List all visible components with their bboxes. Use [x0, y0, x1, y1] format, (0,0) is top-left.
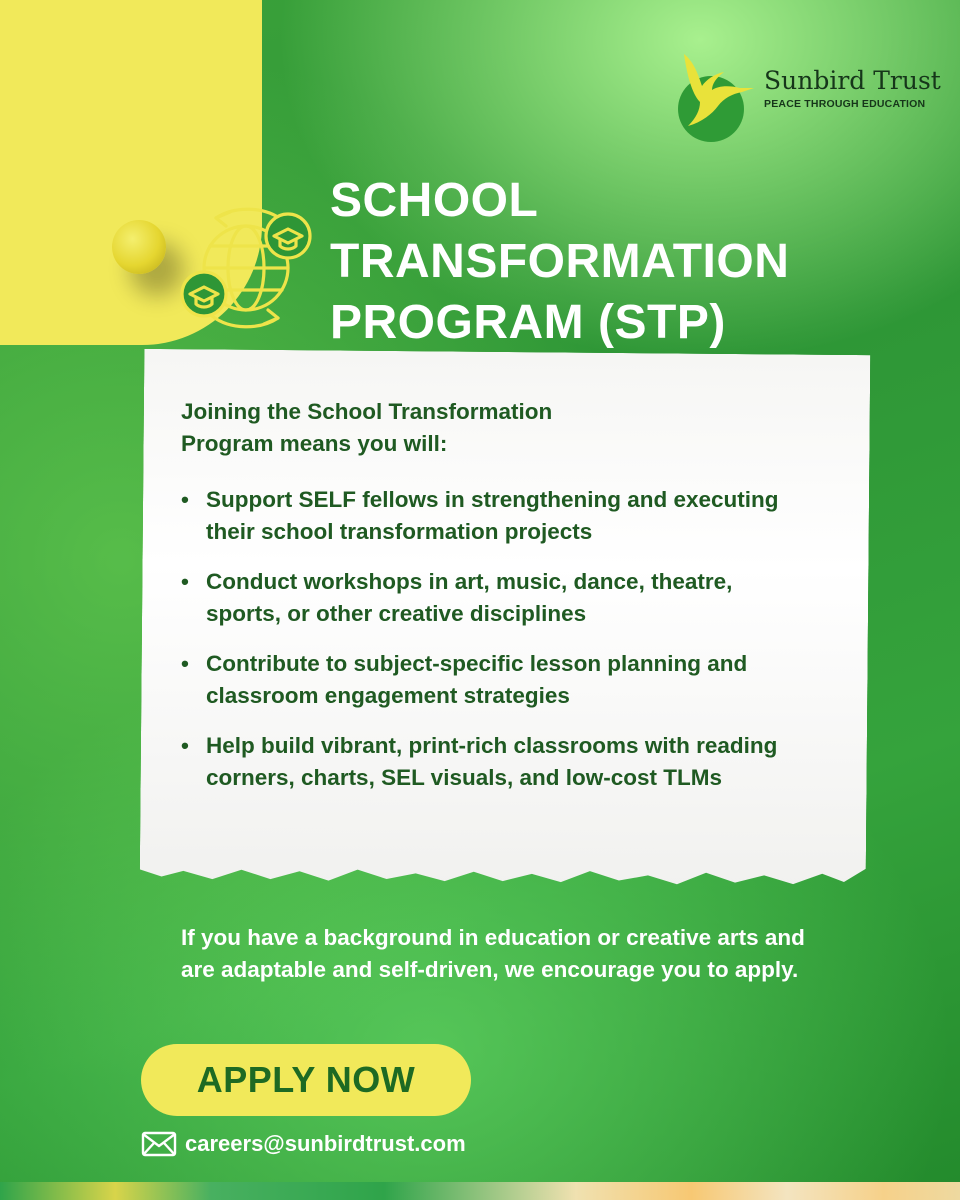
card-content — [181, 396, 821, 812]
bottom-decorative-strip — [0, 1182, 960, 1200]
list-item: • Support SELF fellows in strengthening and executing their school transformation projects — [181, 484, 806, 548]
brand-name: Sunbird Trust — [764, 66, 941, 95]
mail-icon — [141, 1131, 177, 1157]
list-item: • Contribute to subject-specific lesson planning and classroom engagement strategies — [181, 648, 806, 712]
card-intro: Joining the School Transformation Program means you will: — [181, 399, 553, 456]
title-line-2: TRANSFORMATION — [330, 235, 790, 288]
contact-email[interactable] — [141, 1128, 466, 1160]
sunbird-icon — [672, 52, 762, 132]
sunbird-trust-logo — [672, 52, 941, 132]
list-item: • Conduct workshops in art, music, dance, theatre, sports, or other creative disciplines — [181, 566, 806, 630]
globe-graduation-cycle-icon — [176, 196, 316, 336]
title-line-3: PROGRAM (STP) — [330, 296, 726, 349]
email-link[interactable]: careers@sunbirdtrust.com — [185, 1131, 466, 1156]
brand-tagline: PEACE THROUGH EDUCATION — [764, 98, 926, 110]
yellow-ball-decoration — [112, 220, 166, 274]
page-title — [330, 170, 890, 353]
apply-now-button[interactable]: APPLY NOW — [141, 1044, 471, 1116]
title-line-1: SCHOOL — [330, 174, 539, 227]
encouragement-text: If you have a background in education or creative arts and are adaptable and self-driven, we encourage you to apply. — [181, 925, 805, 982]
list-item: • Help build vibrant, print-rich classrooms with reading corners, charts, SEL visuals, and low-cost TLMs — [181, 730, 806, 794]
benefits-list — [181, 484, 821, 794]
